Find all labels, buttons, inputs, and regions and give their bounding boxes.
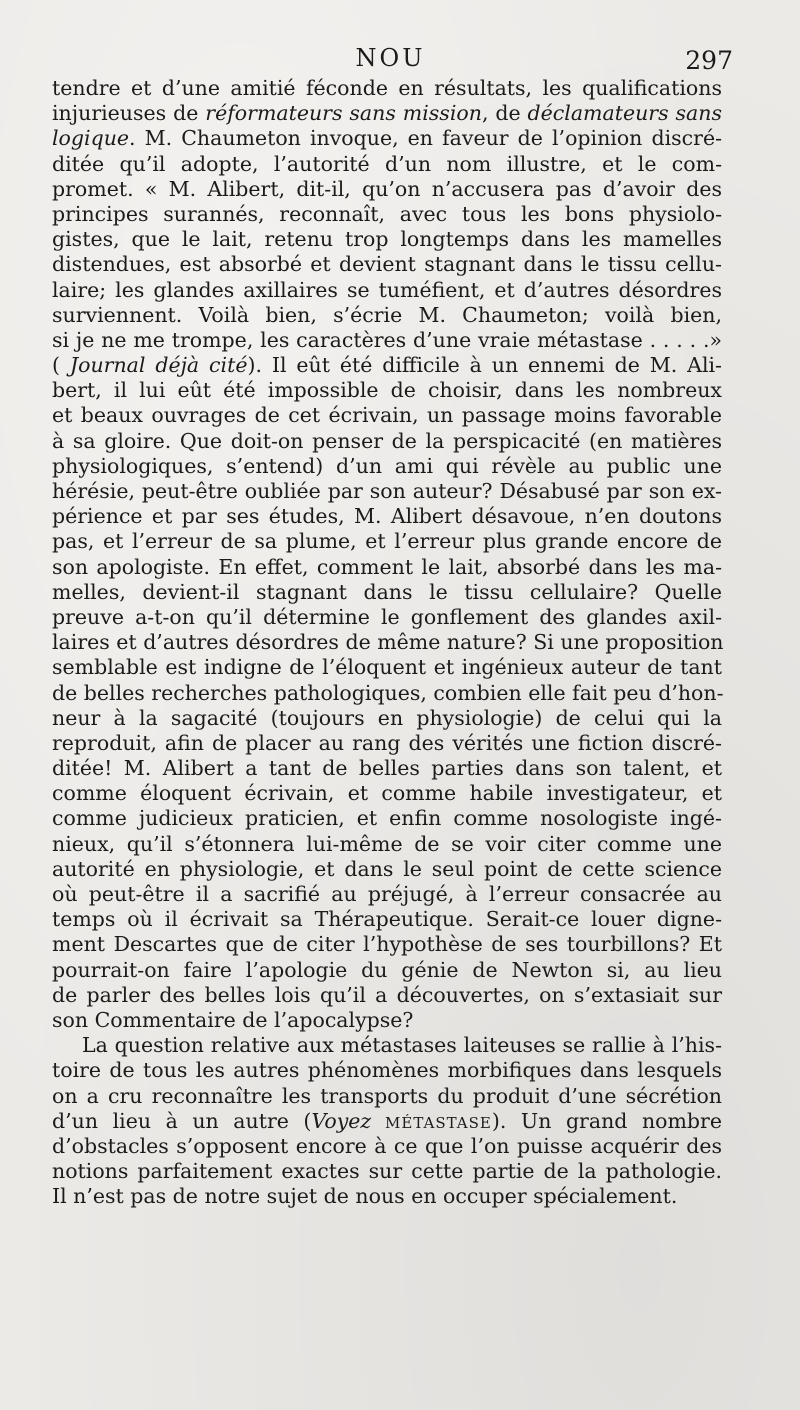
text-run: bert, il lui eût été impossible de choisir, dans les nombreux <box>52 378 722 403</box>
text-run: on a cru reconnaître les transports du produit d’une sécrétion <box>52 1083 722 1108</box>
text-run: d’obstacles s’opposent encore à ce que l’on puisse acquérir des <box>52 1133 722 1158</box>
text-line <box>52 706 722 731</box>
text-run: hérésie, peut-être oubliée par son auteur? Désabusé par son ex- <box>52 479 722 503</box>
text-run: surviennent. Voilà bien, s’écrie M. Chaumeton; voilà bien, <box>52 302 722 327</box>
text-run: laire; les glandes axillaires se tuméfient, et d’autres désordres <box>52 277 722 302</box>
text-run: promet. « M. Alibert, dit-il, qu’on n’accusera pas d’avoir des <box>52 176 722 201</box>
text-run: melles, devient-il stagnant dans le tissu cellulaire? Quelle <box>52 579 722 604</box>
text-run: comme éloquent écrivain, et comme habile investigateur, et <box>52 781 722 806</box>
text-run: laires et d’autres désordres de même nature? Si une proposition <box>52 630 724 655</box>
text-run: neur à la sagacité (toujours en physiologie) de celui qui la <box>52 705 722 730</box>
text-run: ment Descartes que de citer l’hypothèse de ses tourbillons? Et <box>52 932 722 957</box>
text-line <box>52 681 722 706</box>
text-run: périence et par ses études, M. Alibert désavoue, n’en doutons <box>52 504 722 529</box>
text-run: où peut-être il a sacrifié au préjugé, à l’erreur consacrée au <box>52 882 722 906</box>
text-line <box>52 806 722 831</box>
text-line <box>52 555 722 580</box>
text-line <box>52 907 722 932</box>
text-line <box>52 202 722 227</box>
italic-text: logique <box>52 126 130 151</box>
text-line <box>52 1159 722 1184</box>
text-line <box>52 605 722 630</box>
text-line <box>52 630 722 655</box>
text-run: autorité en physiologie, et dans le seul point de cette science <box>52 856 722 881</box>
text-line <box>52 1033 722 1058</box>
text-run: preuve a-t-on qu’il détermine le gonflement des glandes axil- <box>52 604 722 629</box>
text-run: de belles recherches pathologiques, combien elle fait peu d’hon- <box>52 680 724 705</box>
text-line <box>52 832 722 857</box>
text-line <box>52 429 722 454</box>
text-line <box>52 1008 722 1033</box>
text-line <box>52 126 722 151</box>
text-line <box>52 504 722 529</box>
text-line <box>52 580 722 605</box>
text-line <box>52 278 722 303</box>
text-line <box>52 882 722 907</box>
text-run: son Commentaire de l’apocalypse? <box>52 1007 414 1032</box>
text-line <box>52 378 722 403</box>
text-line <box>52 252 722 277</box>
page-number: 297 <box>685 46 733 75</box>
text-run: physiologiques, s’entend) d’un ami qui révèle au public une <box>52 453 722 478</box>
text-run: et beaux ouvrages de cet écrivain, un passage moins favorable <box>52 403 722 428</box>
text-line <box>52 857 722 882</box>
text-line <box>52 1184 722 1209</box>
text-run: notions parfaitement exactes sur cette partie de la pathologie. <box>52 1159 722 1184</box>
text-line <box>52 781 722 806</box>
italic-text: Voyez <box>311 1108 372 1133</box>
text-line <box>52 731 722 756</box>
text-run: ). Il eût été difficile à un ennemi de M. Ali- <box>247 353 722 378</box>
text-line <box>52 529 722 554</box>
text-run: si je ne me trompe, les caractères d’une vraie métastase . . . . .» <box>52 327 722 352</box>
text-run: ). Un grand nombre <box>491 1108 722 1133</box>
text-line <box>52 101 722 126</box>
text-line <box>52 177 722 202</box>
italic-text: Journal déjà cité <box>69 353 248 378</box>
text-run: principes surannés, reconnaît, avec tous les bons physiolo- <box>52 201 722 226</box>
text-line <box>52 479 722 504</box>
text-run: reproduit, afin de placer au rang des vérités une fiction discré- <box>52 730 722 755</box>
text-run: ( <box>52 353 70 378</box>
text-run: gistes, que le lait, retenu trop longtemps dans les mamelles <box>52 227 722 252</box>
text-run: nieux, qu’il s’étonnera lui-même de se voir citer comme une <box>52 831 722 856</box>
text-line <box>52 1134 722 1159</box>
text-line <box>52 756 722 781</box>
text-run: La question relative aux métastases laiteuses se rallie à l’his- <box>82 1033 722 1058</box>
text-run: tendre et d’une amitié féconde en résultats, les qualifications <box>52 76 722 100</box>
text-run: à sa gloire. Que doit-on penser de la perspicacité (en matières <box>52 428 722 453</box>
text-line <box>52 932 722 957</box>
text-run: ditée qu’il adopte, l’autorité d’un nom illustre, et le com- <box>52 151 722 176</box>
text-line <box>52 403 722 428</box>
text-line <box>52 76 722 101</box>
text-line <box>52 454 722 479</box>
body-text <box>52 76 722 1209</box>
italic-text: déclamateurs sans <box>527 101 722 126</box>
text-run: , de <box>481 101 528 126</box>
text-line <box>52 1058 722 1083</box>
small-caps-text: MÉTASTASE <box>371 1113 492 1132</box>
text-run: temps où il écrivait sa Thérapeutique. Serait-ce louer digne- <box>52 907 722 932</box>
text-line <box>52 152 722 177</box>
text-run: pas, et l’erreur de sa plume, et l’erreur plus grande encore de <box>52 529 722 554</box>
text-run: pourrait-on faire l’apologie du génie de Newton si, au lieu <box>52 957 722 982</box>
text-run: toire de tous les autres phénomènes morbifiques dans lesquels <box>52 1058 722 1083</box>
text-line <box>52 227 722 252</box>
text-run: son apologiste. En effet, comment le lait, absorbé dans les ma- <box>52 554 722 579</box>
text-line <box>52 983 722 1008</box>
text-run: . M. Chaumeton invoque, en faveur de l’opinion discré- <box>129 126 722 151</box>
text-run: de parler des belles lois qu’il a découvertes, on s’extasiait sur <box>52 982 722 1007</box>
text-run: Il n’est pas de notre sujet de nous en occuper spécialement. <box>52 1184 678 1209</box>
italic-text: réformateurs sans mission <box>205 101 482 126</box>
running-head: NOU <box>355 44 426 72</box>
text-line <box>52 958 722 983</box>
text-run: injurieuses de <box>52 101 206 126</box>
text-line <box>52 1084 722 1109</box>
text-run: ditée! M. Alibert a tant de belles parties dans son talent, et <box>52 756 722 781</box>
text-line <box>52 1109 722 1134</box>
text-line <box>52 353 722 378</box>
text-run: comme judicieux praticien, et enfin comme nosologiste ingé- <box>52 806 722 831</box>
text-line <box>52 328 722 353</box>
text-run: distendues, est absorbé et devient stagnant dans le tissu cellu- <box>52 252 722 277</box>
text-run: semblable est indigne de l’éloquent et ingénieux auteur de tant <box>52 655 722 680</box>
text-line <box>52 655 722 680</box>
page-header <box>48 44 733 80</box>
text-line <box>52 303 722 328</box>
text-run: d’un lieu à un autre ( <box>52 1108 312 1133</box>
